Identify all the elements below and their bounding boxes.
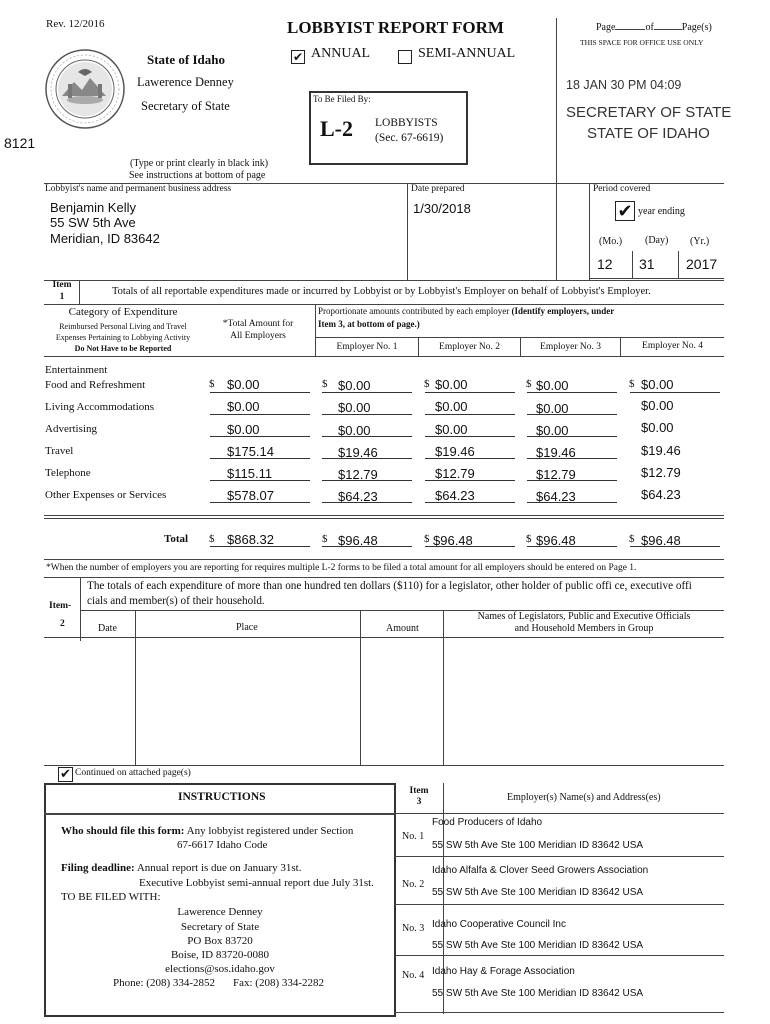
official-title: Secretary of State: [141, 99, 230, 113]
other-employer-2[interactable]: $64.23: [435, 488, 475, 503]
total-all-employers-label-1: *Total Amount for: [222, 319, 294, 329]
day-label: (Day): [645, 235, 669, 246]
filed-with-fax: Fax: (208) 334-2282: [233, 977, 325, 989]
dollar-sign: $: [209, 378, 215, 390]
annual-checkbox[interactable]: [291, 50, 305, 64]
advertising-label: Advertising: [45, 423, 97, 435]
page-number-field[interactable]: [596, 22, 712, 33]
annual-check-icon: ✔: [292, 50, 304, 64]
employer-4-name[interactable]: Idaho Hay & Forage Association: [432, 966, 575, 977]
ink-note: (Type or print clearly in black ink): [130, 158, 269, 169]
employer-no-4-label: No. 4: [402, 970, 425, 981]
food-employer-1[interactable]: $0.00: [338, 378, 371, 393]
year-ending-checkbox[interactable]: [615, 201, 635, 221]
item2-label: Item-: [49, 601, 72, 611]
item1-label: Item: [52, 280, 72, 290]
food-label: Food and Refreshment: [45, 379, 146, 391]
employer-col-4: Employer No. 4: [642, 341, 703, 351]
filed-with-email[interactable]: elections@sos.idaho.gov: [165, 963, 275, 975]
filed-by-label: To Be Filed By:: [313, 94, 371, 104]
dollar-sign: $: [209, 533, 215, 545]
advertising-employer-2[interactable]: $0.00: [435, 422, 468, 437]
total-employer-2[interactable]: $96.48: [433, 533, 473, 548]
proportionate-label-2: Item 3, at bottom of page.): [318, 319, 420, 329]
semi-annual-label: SEMI-ANNUAL: [418, 46, 516, 61]
travel-employer-1[interactable]: $19.46: [338, 445, 378, 460]
other-expenses-label: Other Expenses or Services: [45, 489, 167, 501]
filed-with-po-box: PO Box 83720: [187, 935, 253, 947]
food-employer-3[interactable]: $0.00: [536, 378, 569, 393]
item2-text-2: cials and member(s) of their household.: [87, 595, 265, 607]
telephone-label: Telephone: [45, 467, 91, 479]
lobbyist-address-label: Lobbyist's name and permanent business address: [45, 184, 232, 194]
filed-with-phone: Phone: (208) 334-2852: [113, 977, 216, 989]
advertising-employer-3[interactable]: $0.00: [536, 423, 569, 438]
item3-label: Item: [409, 786, 429, 796]
total-employer-3[interactable]: $96.48: [536, 533, 576, 548]
filing-stamp-line2: STATE OF IDAHO: [587, 125, 710, 142]
who-should-file-code: 67-6617 Idaho Code: [177, 839, 268, 851]
semi-annual-checkbox[interactable]: [398, 50, 412, 64]
telephone-employer-4[interactable]: $12.79: [641, 465, 681, 480]
travel-employer-2[interactable]: $19.46: [435, 444, 475, 459]
date-prepared-value[interactable]: 1/30/2018: [413, 201, 471, 216]
instructions-note: See instructions at bottom of page: [129, 170, 266, 181]
year-label: (Yr.): [690, 236, 710, 247]
year-ending-label: year ending: [638, 206, 685, 217]
state-name: State of Idaho: [147, 52, 226, 67]
other-total[interactable]: $578.07: [227, 488, 274, 503]
employer-4-address[interactable]: 55 SW 5th Ave Ste 100 Meridian ID 83642 USA: [432, 988, 644, 999]
pages-label: Page(s): [681, 22, 712, 33]
dollar-sign: $: [629, 378, 635, 390]
filed-with-city: Boise, ID 83720-0080: [170, 949, 270, 961]
filed-with-title: Secretary of State: [180, 921, 260, 933]
item2-amount-header: Amount: [386, 623, 419, 634]
advertising-total[interactable]: $0.00: [227, 422, 260, 437]
food-employer-4[interactable]: $0.00: [641, 377, 674, 392]
dollar-sign: $: [322, 533, 328, 545]
item2-names-header-2: and Household Members in Group: [514, 623, 654, 634]
travel-employer-3[interactable]: $19.46: [536, 445, 576, 460]
continued-check-icon: ✔: [60, 767, 71, 782]
employer-no-3-label: No. 3: [402, 923, 425, 934]
item1-number: 1: [59, 292, 65, 302]
multiple-forms-footnote: *When the number of employers you are reporting for requires multiple L-2 forms to be filed a total amount for all employers should be entered on Page 1.: [46, 563, 637, 573]
reimbursed-note-2: Expenses Pertaining to Lobbying Activity: [55, 333, 191, 342]
living-employer-3[interactable]: $0.00: [536, 401, 569, 416]
living-employer-1[interactable]: $0.00: [338, 400, 371, 415]
employer-no-2-label: No. 2: [402, 879, 425, 890]
dollar-sign: $: [322, 378, 328, 390]
total-employer-4[interactable]: $96.48: [641, 533, 681, 548]
instructions-title: INSTRUCTIONS: [178, 791, 266, 803]
employer-1-address[interactable]: 55 SW 5th Ave Ste 100 Meridian ID 83642 USA: [432, 840, 644, 851]
travel-total[interactable]: $175.14: [227, 444, 274, 459]
category-label: Category of Expenditure: [68, 306, 178, 318]
page-label: Page: [596, 22, 616, 33]
item3-number: 3: [416, 797, 422, 807]
living-total[interactable]: $0.00: [227, 399, 260, 414]
dollar-sign: $: [526, 378, 532, 390]
other-employer-4[interactable]: $64.23: [641, 487, 681, 502]
item2-names-header-1: Names of Legislators, Public and Executive Officials: [477, 611, 691, 622]
telephone-employer-2[interactable]: $12.79: [435, 466, 475, 481]
item2-text-1: The totals of each expenditure of more than one hundred ten dollars ($110) for a legislator, other holder of public offi ce, executive offi: [87, 580, 692, 592]
employer-1-name[interactable]: Food Producers of Idaho: [432, 817, 543, 828]
lobbyist-address-line1[interactable]: 55 SW 5th Ave: [50, 215, 136, 230]
form-title: LOBBYIST REPORT FORM: [287, 18, 504, 37]
idaho-state-seal: [44, 48, 126, 130]
filing-deadline-exec: Executive Lobbyist semi-annual report due July 31st.: [139, 877, 374, 889]
document-number: 8121: [4, 135, 36, 151]
employer-2-name[interactable]: Idaho Alfalfa & Clover Seed Growers Association: [432, 865, 649, 876]
filing-stamp-line1: SECRETARY OF STATE: [566, 104, 732, 121]
total-label: Total: [164, 533, 189, 545]
filing-stamp-time: 18 JAN 30 PM 04:09: [566, 78, 682, 92]
employer-col-2: Employer No. 2: [439, 342, 500, 352]
item2-date-header: Date: [98, 623, 117, 634]
period-month[interactable]: 12: [597, 256, 613, 272]
reimbursed-note-1: Reimbursed Personal Living and Travel: [59, 322, 187, 331]
food-total[interactable]: $0.00: [227, 377, 260, 392]
total-all-employers-label-2: All Employers: [230, 331, 286, 341]
employer-3-name[interactable]: Idaho Cooperative Council Inc: [432, 919, 566, 930]
food-employer-2[interactable]: $0.00: [435, 377, 468, 392]
filed-with-label: TO BE FILED WITH:: [61, 891, 161, 903]
continued-label: Continued on attached page(s): [75, 768, 191, 778]
grand-total[interactable]: $868.32: [227, 532, 274, 547]
telephone-total[interactable]: $115.11: [227, 466, 273, 481]
item3-heading: Employer(s) Name(s) and Address(es): [507, 792, 661, 803]
filed-with-name: Lawerence Denney: [177, 906, 263, 918]
who-should-file: Who should file this form: Any lobbyist registered under Section: [61, 825, 354, 837]
proportionate-label-1: Proportionate amounts contributed by each employer (Identify employers, under: [318, 306, 615, 316]
dollar-sign: $: [526, 533, 532, 545]
date-prepared-label: Date prepared: [411, 184, 465, 194]
dollar-sign: $: [424, 533, 430, 545]
travel-label: Travel: [45, 445, 74, 457]
reimbursed-note-3: Do Not Have to be Reported: [74, 344, 172, 353]
dollar-sign: $: [424, 378, 430, 390]
lobbyist-name[interactable]: Benjamin Kelly: [50, 200, 136, 215]
living-employer-2[interactable]: $0.00: [435, 399, 468, 414]
employer-col-1: Employer No. 1: [336, 342, 398, 352]
item2-place-header: Place: [236, 622, 258, 633]
annual-label: ANNUAL: [311, 46, 371, 61]
year-ending-check-icon: ✔: [617, 200, 633, 222]
advertising-employer-4[interactable]: $0.00: [641, 420, 674, 435]
telephone-employer-3[interactable]: $12.79: [536, 467, 576, 482]
office-use-label: THIS SPACE FOR OFFICE USE ONLY: [580, 38, 704, 47]
travel-employer-4[interactable]: $19.46: [641, 443, 681, 458]
form-code: L-2: [320, 116, 353, 141]
employer-col-3: Employer No. 3: [540, 342, 601, 352]
of-label: of: [645, 22, 654, 33]
employer-2-address[interactable]: 55 SW 5th Ave Ste 100 Meridian ID 83642 USA: [432, 887, 644, 898]
other-employer-1[interactable]: $64.23: [338, 489, 378, 504]
period-year[interactable]: 2017: [686, 256, 718, 272]
employer-3-address[interactable]: 55 SW 5th Ave Ste 100 Meridian ID 83642 USA: [432, 940, 644, 951]
filing-deadline: Filing deadline: Annual report is due on January 31st.: [61, 862, 302, 874]
month-label: (Mo.): [599, 236, 623, 247]
living-label: Living Accommodations: [45, 401, 155, 413]
item1-heading: Totals of all reportable expenditures made or incurred by Lobbyist or by Lobbyist's Employer on behalf of Lobbyist's Employer.: [112, 286, 651, 297]
other-employer-3[interactable]: $64.23: [536, 489, 576, 504]
entertainment-label: Entertainment: [45, 364, 108, 376]
lobbyist-address-line2[interactable]: Meridian, ID 83642: [50, 231, 160, 246]
living-employer-4[interactable]: $0.00: [641, 398, 674, 413]
employer-no-1-label: No. 1: [402, 831, 425, 842]
form-name: LOBBYISTS: [375, 117, 438, 129]
item2-number: 2: [60, 619, 65, 629]
period-day[interactable]: 31: [639, 256, 655, 272]
form-section: (Sec. 67-6619): [375, 132, 444, 144]
total-employer-1[interactable]: $96.48: [338, 533, 378, 548]
revision-label: Rev. 12/2016: [46, 18, 105, 30]
dollar-sign: $: [629, 533, 635, 545]
continued-checkbox[interactable]: [58, 767, 73, 782]
official-name: Lawerence Denney: [137, 75, 234, 89]
telephone-employer-1[interactable]: $12.79: [338, 467, 378, 482]
advertising-employer-1[interactable]: $0.00: [338, 423, 371, 438]
period-covered-label: Period covered: [593, 184, 651, 194]
